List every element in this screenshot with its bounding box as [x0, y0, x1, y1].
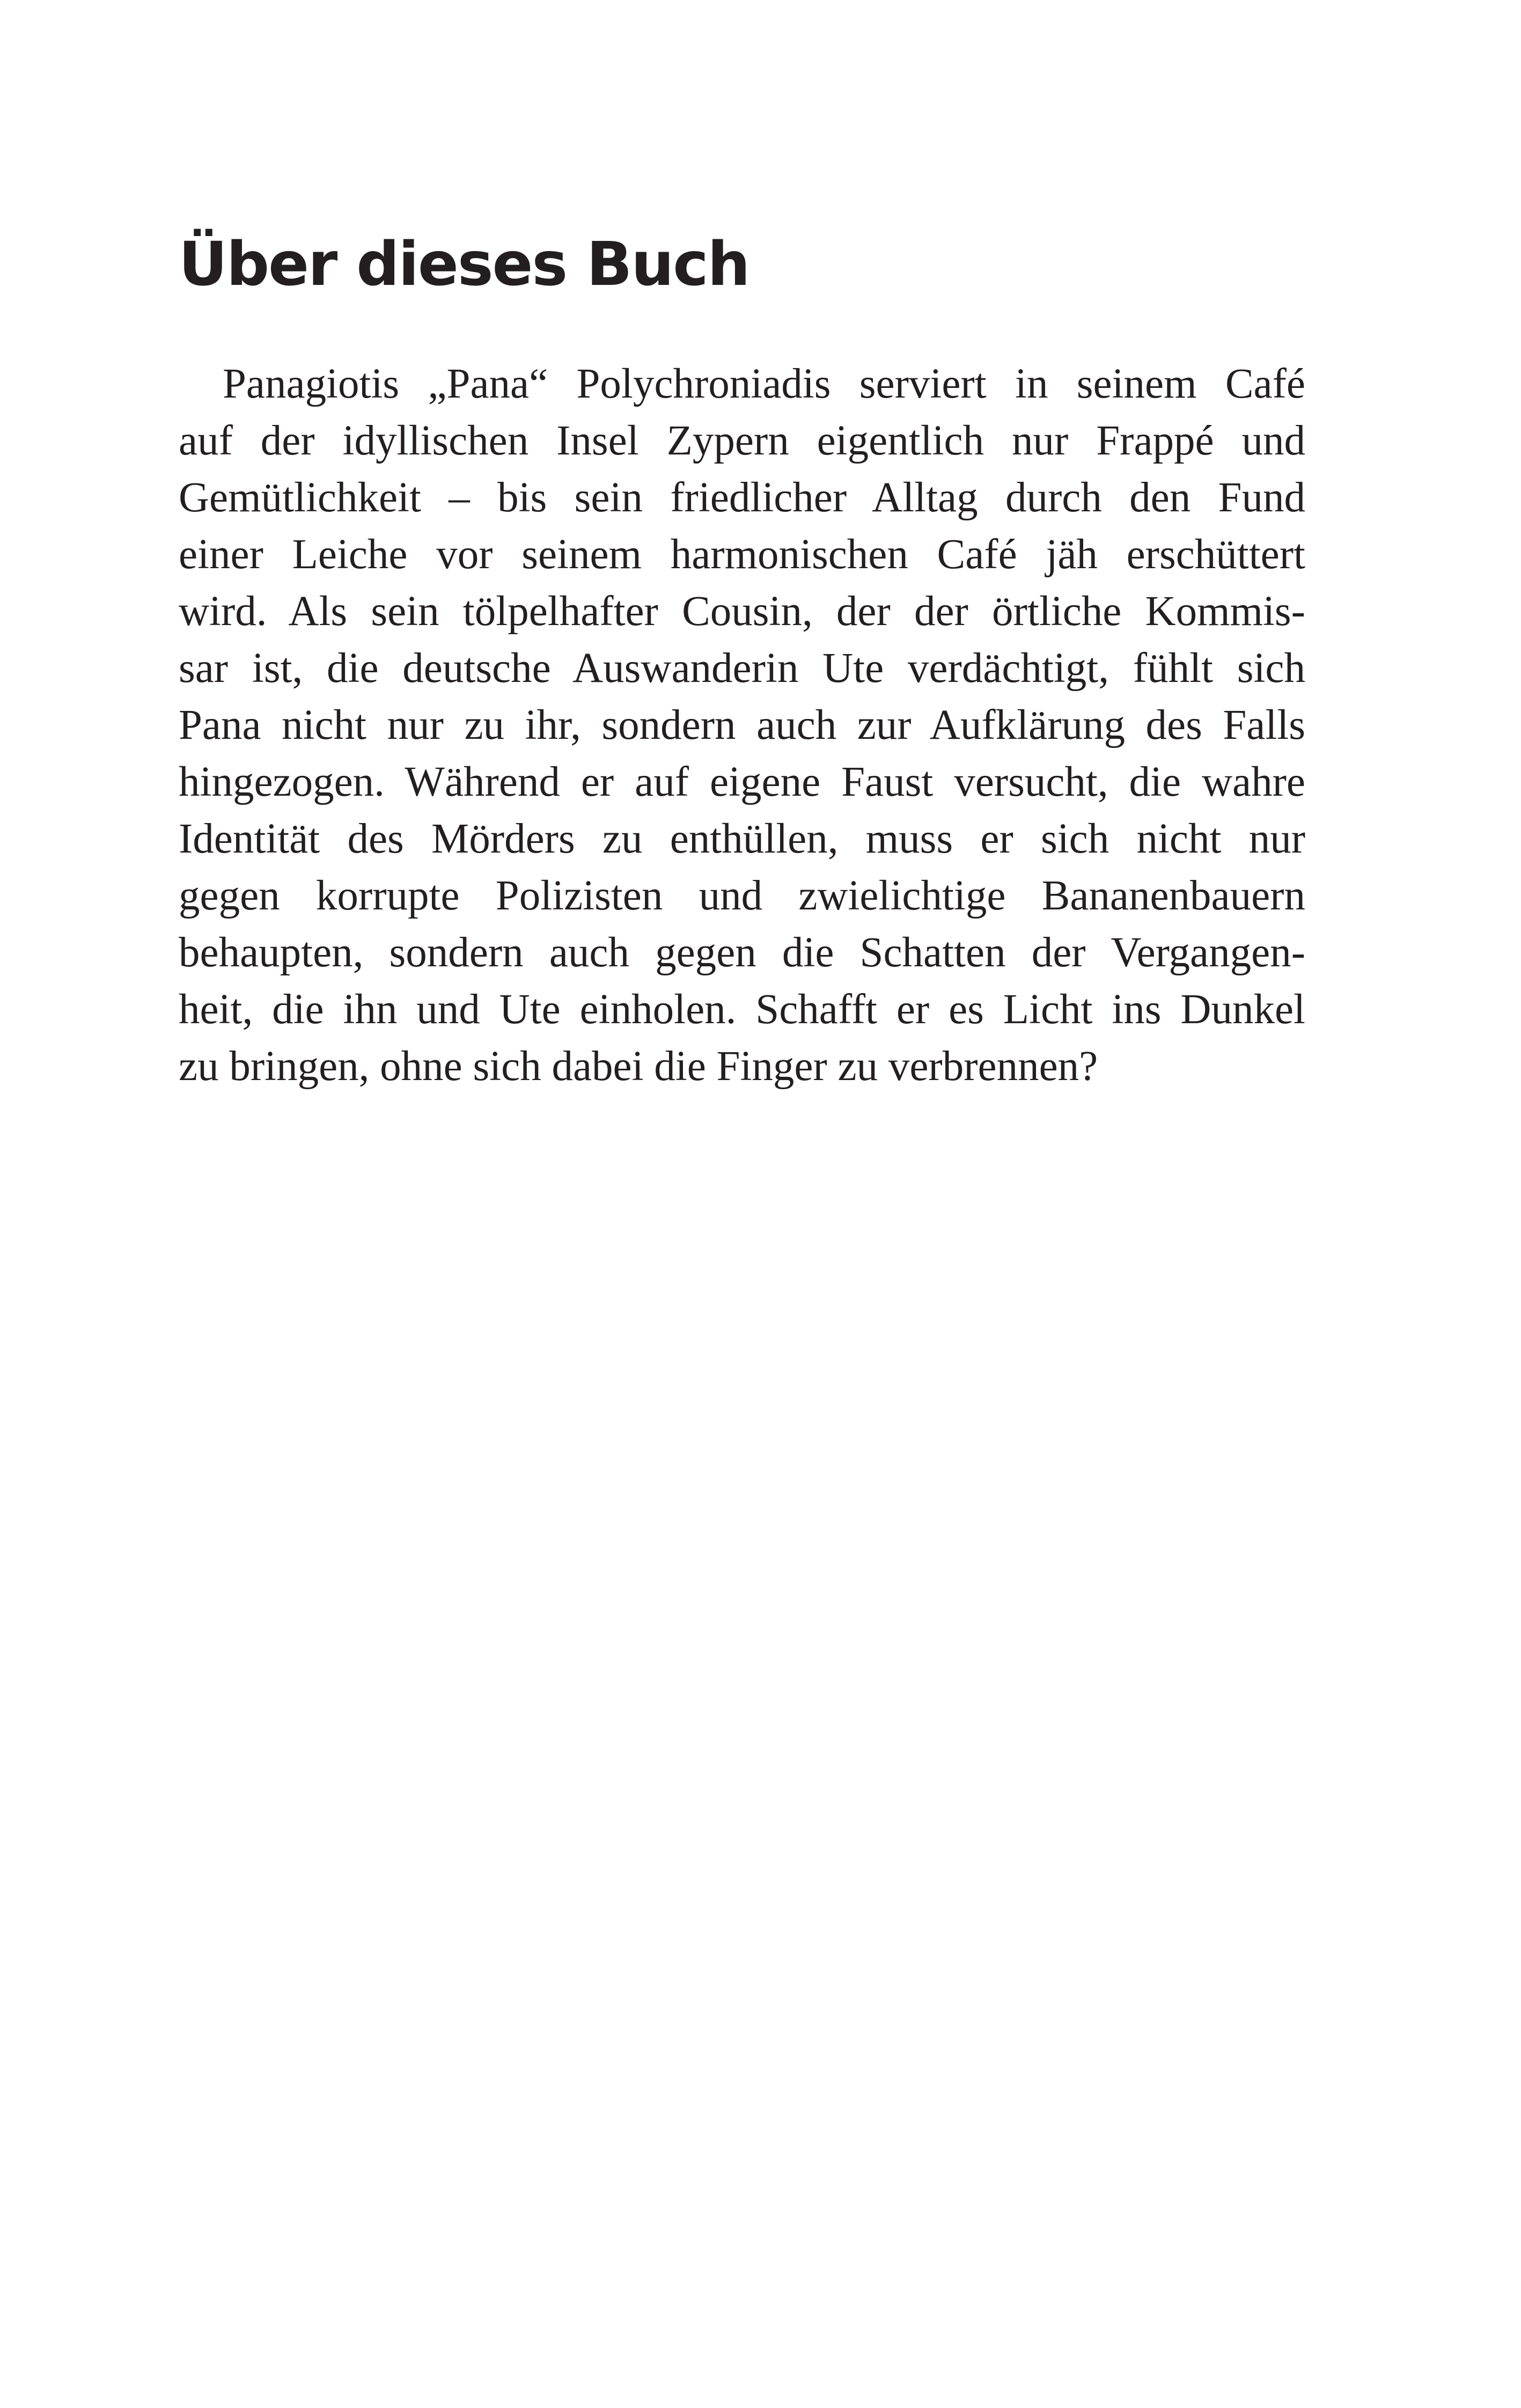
paragraph-line: einer Leiche vor seinem harmonischen Café jäh erschüttert — [179, 531, 1305, 578]
paragraph-line: Pana nicht nur zu ihr, sondern auch zur Aufklärung des Falls — [179, 702, 1305, 748]
paragraph-line: heit, die ihn und Ute einholen. Schafft er es Licht ins Dunkel — [179, 986, 1305, 1033]
page-heading: Über dieses Buch — [179, 230, 750, 299]
paragraph-line: sar ist, die deutsche Auswanderin Ute verdächtigt, fühlt sich — [179, 645, 1305, 692]
paragraph-line: wird. Als sein tölpelhafter Cousin, der der örtliche Kommis- — [179, 588, 1305, 635]
paragraph-line: hingezogen. Während er auf eigene Faust versucht, die wahre — [179, 759, 1305, 805]
paragraph-line: behaupten, sondern auch gegen die Schatten der Vergangen- — [179, 929, 1305, 976]
paragraph-line: Gemütlichkeit – bis sein friedlicher Alltag durch den Fund — [179, 474, 1305, 521]
paragraph-line: gegen korrupte Polizisten und zwielichtige Bananenbauern — [179, 872, 1305, 919]
paragraph-line: Identität des Mörders zu enthüllen, muss er sich nicht nur — [179, 816, 1305, 862]
paragraph-line: zu bringen, ohne sich dabei die Finger zu verbrennen? — [179, 1043, 1098, 1090]
paragraph-line: auf der idyllischen Insel Zypern eigentlich nur Frappé und — [179, 417, 1305, 464]
paragraph-line: Panagiotis „Pana“ Polychroniadis serviert in seinem Café — [223, 361, 1305, 407]
description-paragraph — [179, 356, 1305, 1095]
